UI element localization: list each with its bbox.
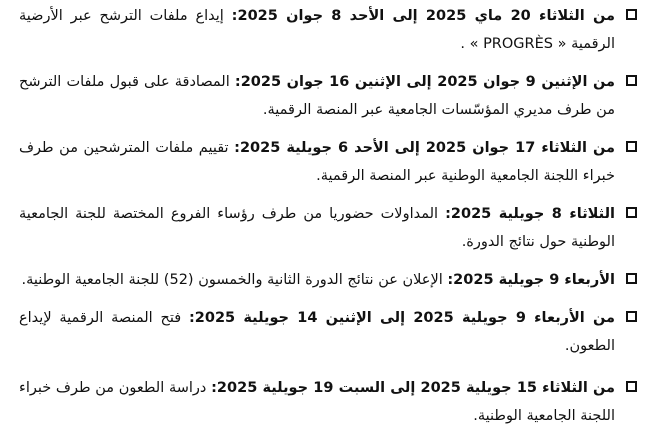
schedule-description: المداولات حضوريا من طرف رؤساء الفروع المختصة للجنة الجامعية الوطنية حول نتائج الدورة. xyxy=(19,206,615,250)
schedule-date: من الإثنين 9 جوان 2025 إلى الإثنين 16 جوان 2025: xyxy=(234,74,616,90)
schedule-date: من الثلاثاء 15 جويلية 2025 إلى السبت 19 جويلية 2025: xyxy=(211,380,616,396)
schedule-description: المصادقة على قبول ملفات الترشح من طرف مديري المؤسّسات الجامعية عبر المنصة الرقمية. xyxy=(19,74,615,118)
schedule-item xyxy=(19,200,639,256)
schedule-item xyxy=(19,134,639,190)
schedule-description: تقييم ملفات المترشحين من طرف خبراء اللجنة الجامعية الوطنية عبر المنصة الرقمية. xyxy=(19,140,615,184)
schedule-date: الثلاثاء 8 جويلية 2025: xyxy=(445,206,615,222)
checkbox-bullet-icon xyxy=(626,75,637,86)
checkbox-bullet-icon xyxy=(626,311,637,322)
checkbox-bullet-icon xyxy=(626,381,637,392)
checkbox-bullet-icon xyxy=(626,273,637,284)
checkbox-bullet-icon xyxy=(626,9,637,20)
schedule-item xyxy=(19,374,639,430)
schedule-item xyxy=(19,304,639,360)
schedule-description: إيداع ملفات الترشح عبر الأرضية الرقمية « PROGRÈS » . xyxy=(19,8,615,52)
schedule-description: فتح المنصة الرقمية لإيداع الطعون. xyxy=(19,310,615,354)
schedule-description: الإعلان عن نتائج الدورة الثانية والخمسون (52) للجنة الجامعية الوطنية. xyxy=(21,272,448,288)
schedule-item xyxy=(19,68,639,124)
schedule-item xyxy=(19,2,639,58)
schedule-date: الأربعاء 9 جويلية 2025: xyxy=(447,272,615,288)
schedule-item xyxy=(19,266,639,294)
schedule-date: من الأربعاء 9 جويلية 2025 إلى الإثنين 14 جويلية 2025: xyxy=(188,310,616,326)
checkbox-bullet-icon xyxy=(626,207,637,218)
schedule-date: من الثلاثاء 17 جوان 2025 إلى الأحد 6 جويلية 2025: xyxy=(234,140,616,156)
schedule-document xyxy=(19,2,639,430)
checkbox-bullet-icon xyxy=(626,141,637,152)
schedule-description: دراسة الطعون من طرف خبراء اللجنة الجامعية الوطنية. xyxy=(19,380,615,424)
schedule-date: من الثلاثاء 20 ماي 2025 إلى الأحد 8 جوان 2025: xyxy=(231,8,615,24)
